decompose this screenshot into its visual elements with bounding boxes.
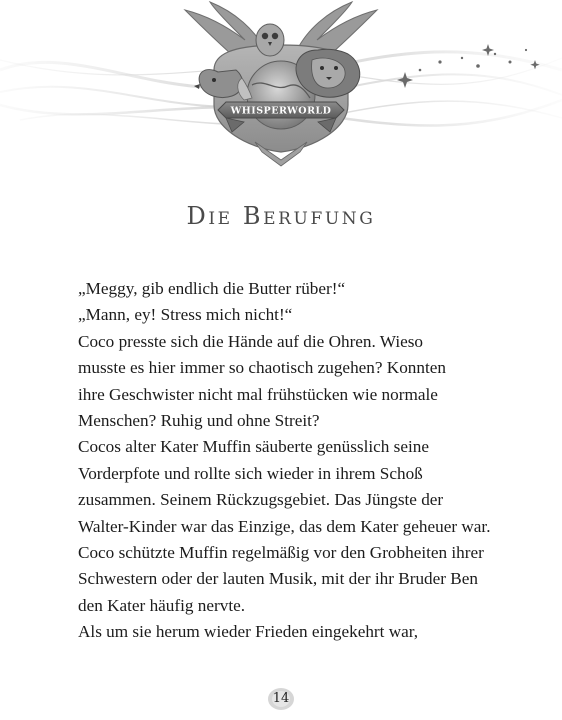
chapter-title: Die Berufung xyxy=(186,202,376,231)
page-number: 14 xyxy=(272,691,290,706)
chapter-body-text xyxy=(78,276,538,646)
text-line: „Mann, ey! Stress mich nicht!“ xyxy=(78,305,293,325)
text-line: Coco presste sich die Hände auf die Ohren. Wieso xyxy=(78,331,424,351)
logo-banner-text: WHISPERWORLD xyxy=(230,105,332,117)
text-line: Walter-Kinder war das Einzige, das dem Kater geheuer war. xyxy=(78,516,491,536)
text-line: zusammen. Seinem Rückzugsgebiet. Das Jüngste der xyxy=(78,490,444,510)
text-line: den Kater häufig nervte. xyxy=(78,595,246,615)
text-line: ihre Geschwister nicht mal frühstücken wie normale xyxy=(78,384,438,404)
text-line: Schwestern oder der lauten Musik, mit der ihr Bruder Ben xyxy=(78,569,478,589)
page-number-badge xyxy=(265,686,297,712)
header-artwork xyxy=(0,0,562,175)
text-line: Vorderpfote und rollte sich wieder in ihrem Schoß xyxy=(78,463,423,483)
text-line: „Meggy, gib endlich die Butter rüber!“ xyxy=(78,279,346,298)
text-line: Cocos alter Kater Muffin säuberte genüsslich seine xyxy=(78,437,429,457)
text-line: musste es hier immer so chaotisch zugehen? Konnten xyxy=(78,358,446,378)
text-line: Menschen? Ruhig und ohne Streit? xyxy=(78,411,320,431)
whisperworld-crest-icon xyxy=(185,2,377,166)
text-line: Coco schützte Muffin regelmäßig vor den Grobheiten ihrer xyxy=(78,543,484,563)
text-line: Als um sie herum wieder Frieden eingekehrt war, xyxy=(78,622,419,642)
